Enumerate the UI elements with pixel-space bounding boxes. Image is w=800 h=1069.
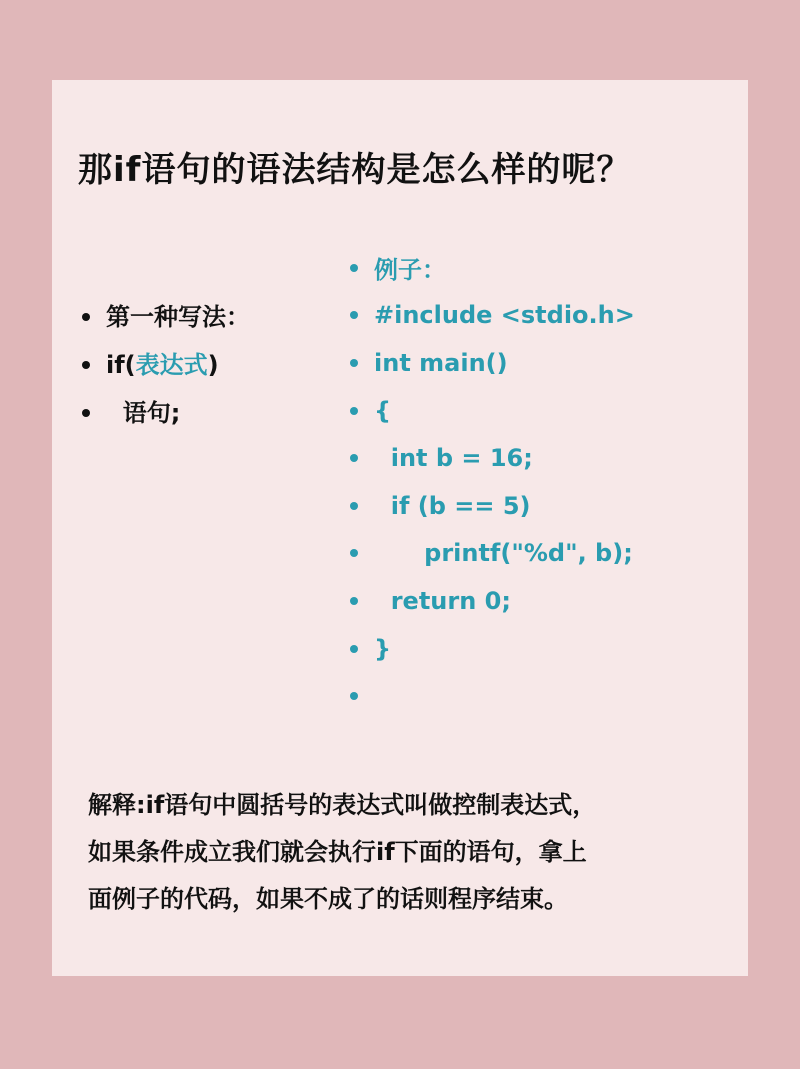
bullet-icon — [350, 502, 358, 510]
explanation-line: 如果条件成立我们就会执行if下面的语句，拿上 — [88, 838, 587, 866]
code-line: if (b == 5) — [350, 482, 740, 530]
code-line: int b = 16; — [350, 434, 740, 482]
code-line: return 0; — [350, 577, 740, 625]
code-line: #include <stdio.h> — [350, 292, 740, 340]
bullet-icon — [350, 692, 358, 700]
bullet-icon — [82, 313, 90, 321]
code-example-list — [350, 244, 740, 720]
syntax-list — [82, 293, 322, 437]
syntax-item-highlight: 表达式 — [135, 351, 208, 379]
bullet-icon — [350, 549, 358, 557]
bullet-icon — [350, 407, 358, 415]
bullet-icon — [350, 359, 358, 367]
bullet-icon — [350, 645, 358, 653]
syntax-item-text: 语句; — [106, 399, 181, 427]
code-line: int main() — [350, 339, 740, 387]
explanation-line: 解释:if语句中圆括号的表达式叫做控制表达式， — [88, 791, 597, 819]
explanation-line: 面例子的代码，如果不成了的话则程序结束。 — [88, 885, 568, 913]
bullet-icon — [350, 311, 358, 319]
code-line: 例子： — [350, 244, 740, 292]
bullet-icon — [82, 409, 90, 417]
syntax-item — [82, 389, 322, 437]
code-line — [350, 672, 740, 720]
explanation-text — [88, 782, 738, 923]
code-line: } — [350, 625, 740, 673]
syntax-item-prefix: if( — [106, 351, 136, 379]
code-line: printf("%d", b); — [350, 530, 740, 578]
syntax-item — [82, 293, 322, 341]
bullet-icon — [350, 264, 358, 272]
bullet-icon — [350, 454, 358, 462]
code-line: { — [350, 387, 740, 435]
syntax-item — [82, 341, 322, 389]
bullet-icon — [82, 361, 90, 369]
page-title: 那if语句的语法结构是怎么样的呢？ — [78, 150, 632, 190]
syntax-item-suffix: ) — [207, 351, 219, 379]
bullet-icon — [350, 597, 358, 605]
syntax-item-text: 第一种写法： — [106, 303, 250, 331]
